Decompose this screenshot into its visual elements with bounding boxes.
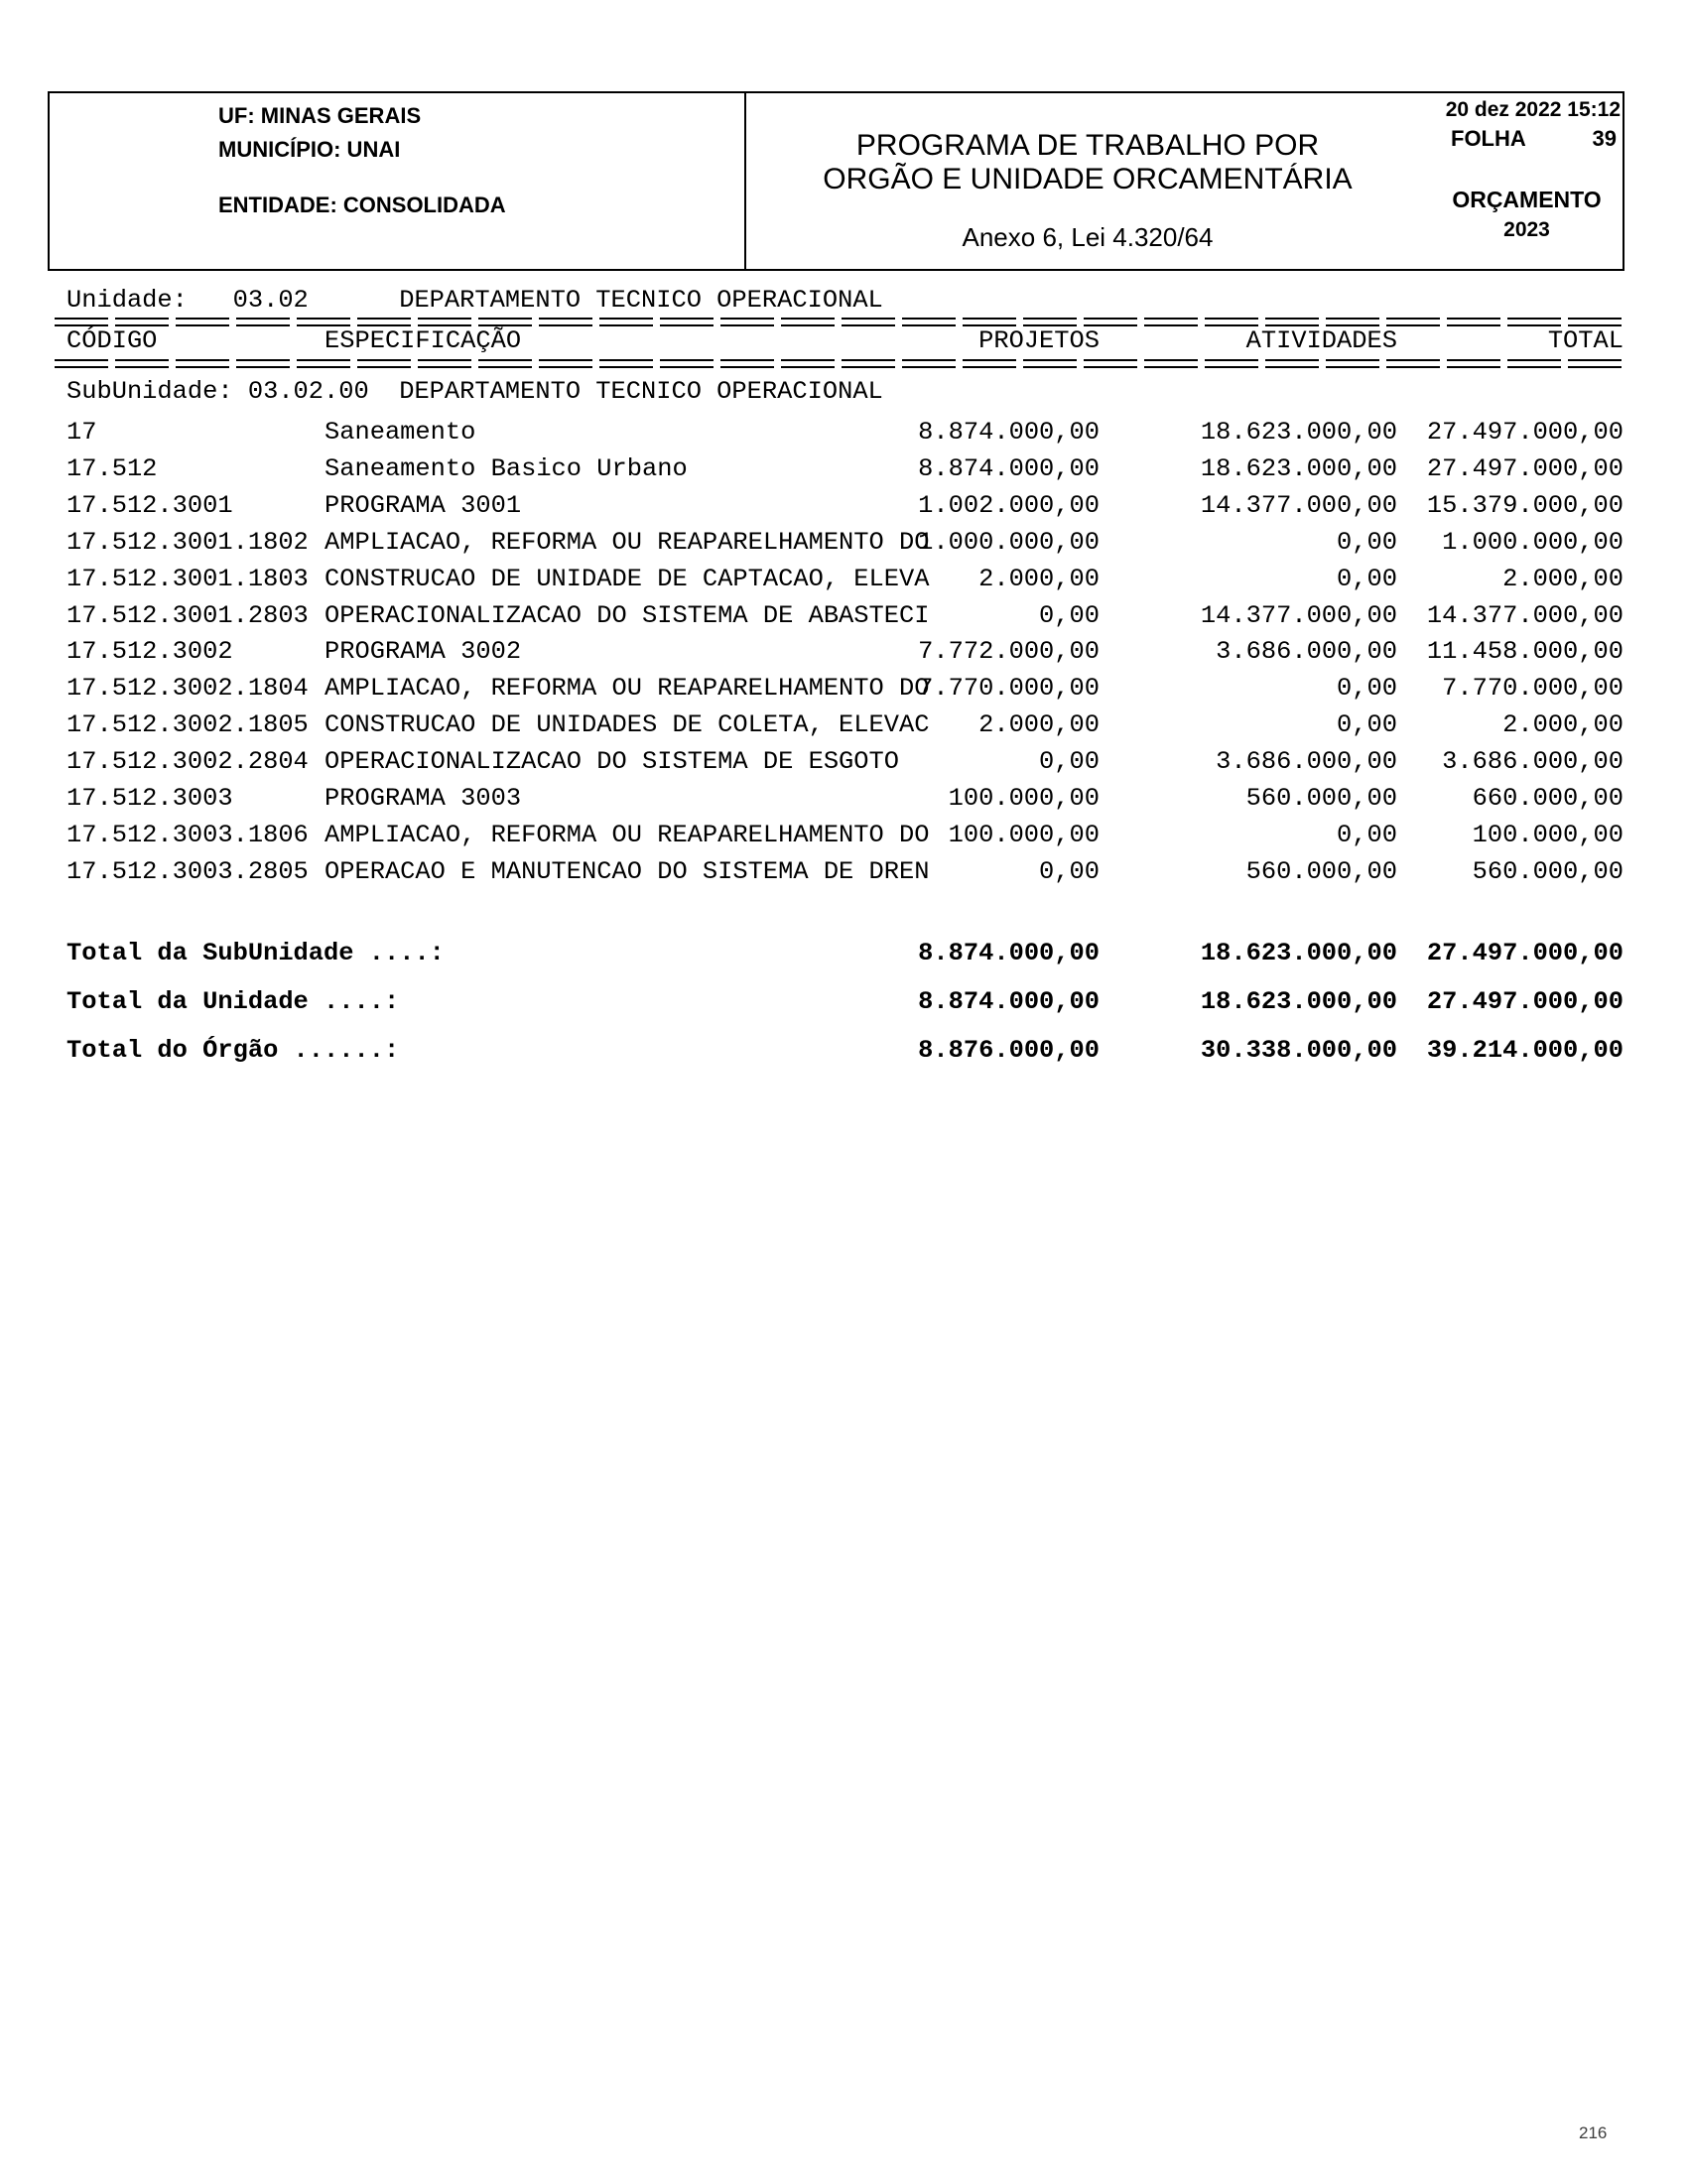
- row-codigo: 17.512.3001.1802: [66, 528, 309, 557]
- rule-top: [55, 318, 1624, 326]
- row-atividades-value: 3.686.000,00: [1216, 637, 1397, 666]
- table-row: [0, 456, 1688, 483]
- header-box: [48, 91, 1624, 271]
- table-row: [0, 859, 1688, 886]
- folha-line: [1451, 126, 1617, 152]
- column-header-row: [0, 328, 1688, 355]
- row-especificacao: PROGRAMA 3003: [325, 784, 522, 813]
- table-row: [0, 493, 1688, 520]
- report-subtitle: Anexo 6, Lei 4.320/64: [962, 222, 1214, 252]
- row-projetos-value: 0,00: [1039, 601, 1100, 630]
- table-row: [0, 420, 1688, 447]
- row-especificacao: AMPLIACAO, REFORMA OU REAPARELHAMENTO DO: [325, 821, 930, 849]
- row-codigo: 17.512.3003.2805: [66, 857, 309, 886]
- row-especificacao: PROGRAMA 3002: [325, 637, 522, 666]
- row-total-value: 14.377.000,00: [1426, 601, 1623, 630]
- row-codigo: 17.512.3003: [66, 784, 233, 813]
- row-atividades-value: 0,00: [1337, 710, 1397, 739]
- folha-label: FOLHA: [1451, 126, 1526, 151]
- table-row: [0, 823, 1688, 849]
- row-total-value: 1.000.000,00: [1442, 528, 1623, 557]
- col-header-especificacao: ESPECIFICAÇÃO: [325, 326, 522, 355]
- total-unidade-row: [0, 989, 1688, 1016]
- total-total-value: 27.497.000,00: [1426, 939, 1623, 967]
- report-title-line2: ORGÃO E UNIDADE ORCAMENTÁRIA: [823, 163, 1353, 195]
- row-atividades-value: 0,00: [1337, 565, 1397, 593]
- total-subunidade-row: [0, 941, 1688, 967]
- row-projetos-value: 0,00: [1039, 857, 1100, 886]
- row-atividades-value: 3.686.000,00: [1216, 747, 1397, 776]
- row-atividades-value: 0,00: [1337, 674, 1397, 703]
- table-row: [0, 676, 1688, 703]
- row-total-value: 2.000,00: [1502, 710, 1623, 739]
- row-projetos-value: 8.874.000,00: [918, 454, 1100, 483]
- total-total-value: 39.214.000,00: [1426, 1036, 1623, 1065]
- total-orgao-row: [0, 1038, 1688, 1065]
- row-especificacao: CONSTRUCAO DE UNIDADE DE CAPTACAO, ELEVA: [325, 565, 930, 593]
- row-especificacao: AMPLIACAO, REFORMA OU REAPARELHAMENTO DO: [325, 674, 930, 703]
- row-projetos-value: 1.002.000,00: [918, 491, 1100, 520]
- row-codigo: 17.512.3001: [66, 491, 233, 520]
- row-projetos-value: 2.000,00: [978, 565, 1100, 593]
- total-total-value: 27.497.000,00: [1426, 987, 1623, 1016]
- row-total-value: 2.000,00: [1502, 565, 1623, 593]
- row-total-value: 7.770.000,00: [1442, 674, 1623, 703]
- total-label: Total do Órgão ......:: [66, 1036, 400, 1065]
- row-codigo: 17.512.3001.1803: [66, 565, 309, 593]
- row-projetos-value: 7.772.000,00: [918, 637, 1100, 666]
- header-uf: UF: MINAS GERAIS: [218, 103, 422, 128]
- row-total-value: 27.497.000,00: [1426, 454, 1623, 483]
- row-codigo: 17.512.3002.1804: [66, 674, 309, 703]
- table-row: [0, 639, 1688, 666]
- folha-value: 39: [1592, 126, 1617, 151]
- row-projetos-value: 0,00: [1039, 747, 1100, 776]
- row-especificacao: Saneamento Basico Urbano: [325, 454, 688, 483]
- total-label: Total da Unidade ....:: [66, 987, 400, 1016]
- row-codigo: 17.512.3001.2803: [66, 601, 309, 630]
- row-codigo: 17.512.3003.1806: [66, 821, 309, 849]
- row-especificacao: AMPLIACAO, REFORMA OU REAPARELHAMENTO DO: [325, 528, 930, 557]
- row-codigo: 17.512.3002.2804: [66, 747, 309, 776]
- row-total-value: 660.000,00: [1472, 784, 1623, 813]
- table-row: [0, 749, 1688, 776]
- unidade-text: Unidade: 03.02 DEPARTAMENTO TECNICO OPERACIONAL: [66, 286, 883, 315]
- row-total-value: 11.458.000,00: [1426, 637, 1623, 666]
- row-atividades-value: 0,00: [1337, 528, 1397, 557]
- row-especificacao: Saneamento: [325, 418, 476, 447]
- header-right-block: [1431, 93, 1623, 269]
- print-datetime: 20 dez 2022 15:12: [1445, 98, 1621, 121]
- table-row: [0, 712, 1688, 739]
- subunidade-line: [0, 379, 1688, 406]
- row-especificacao: OPERACAO E MANUTENCAO DO SISTEMA DE DREN: [325, 857, 930, 886]
- subunidade-text: SubUnidade: 03.02.00 DEPARTAMENTO TECNICO OPERACIONAL: [66, 377, 883, 406]
- table-row: [0, 603, 1688, 630]
- row-atividades-value: 560.000,00: [1245, 857, 1397, 886]
- report-title: [746, 129, 1429, 196]
- total-atividades-value: 30.338.000,00: [1200, 1036, 1397, 1065]
- header-entidade: ENTIDADE: CONSOLIDADA: [218, 193, 506, 217]
- report-title-line1: PROGRAMA DE TRABALHO POR: [855, 129, 1320, 162]
- row-total-value: 27.497.000,00: [1426, 418, 1623, 447]
- row-atividades-value: 18.623.000,00: [1200, 418, 1397, 447]
- row-projetos-value: 100.000,00: [948, 821, 1100, 849]
- row-especificacao: OPERACIONALIZACAO DO SISTEMA DE ESGOTO: [325, 747, 900, 776]
- row-total-value: 3.686.000,00: [1442, 747, 1623, 776]
- col-header-projetos: PROJETOS: [978, 326, 1100, 355]
- row-atividades-value: 560.000,00: [1245, 784, 1397, 813]
- row-total-value: 15.379.000,00: [1426, 491, 1623, 520]
- row-codigo: 17.512.3002: [66, 637, 233, 666]
- rule-bottom: [55, 359, 1624, 368]
- row-atividades-value: 0,00: [1337, 821, 1397, 849]
- table-row: [0, 567, 1688, 593]
- total-projetos-value: 8.876.000,00: [918, 1036, 1100, 1065]
- row-codigo: 17.512: [66, 454, 158, 483]
- total-projetos-value: 8.874.000,00: [918, 987, 1100, 1016]
- row-projetos-value: 1.000.000,00: [918, 528, 1100, 557]
- row-atividades-value: 14.377.000,00: [1200, 601, 1397, 630]
- row-projetos-value: 2.000,00: [978, 710, 1100, 739]
- col-header-total: TOTAL: [1547, 326, 1623, 355]
- orcamento-year: 2023: [1503, 218, 1550, 241]
- row-total-value: 560.000,00: [1472, 857, 1623, 886]
- row-codigo: 17.512.3002.1805: [66, 710, 309, 739]
- total-label: Total da SubUnidade ....:: [66, 939, 445, 967]
- row-projetos-value: 8.874.000,00: [918, 418, 1100, 447]
- orcamento-label: ORÇAMENTO: [1452, 187, 1602, 212]
- table-row: [0, 530, 1688, 557]
- header-municipio: MUNICÍPIO: UNAI: [218, 137, 401, 162]
- row-projetos-value: 7.770.000,00: [918, 674, 1100, 703]
- col-header-atividades: ATIVIDADES: [1245, 326, 1397, 355]
- total-atividades-value: 18.623.000,00: [1200, 987, 1397, 1016]
- row-especificacao: PROGRAMA 3001: [325, 491, 522, 520]
- col-header-codigo: CÓDIGO: [66, 326, 158, 355]
- total-projetos-value: 8.874.000,00: [918, 939, 1100, 967]
- row-atividades-value: 18.623.000,00: [1200, 454, 1397, 483]
- page-number: 216: [1579, 2123, 1608, 2142]
- row-especificacao: OPERACIONALIZACAO DO SISTEMA DE ABASTECI: [325, 601, 930, 630]
- total-atividades-value: 18.623.000,00: [1200, 939, 1397, 967]
- row-codigo: 17: [66, 418, 97, 447]
- row-projetos-value: 100.000,00: [948, 784, 1100, 813]
- row-atividades-value: 14.377.000,00: [1200, 491, 1397, 520]
- table-row: [0, 786, 1688, 813]
- unidade-line: [0, 288, 1688, 315]
- row-especificacao: CONSTRUCAO DE UNIDADES DE COLETA, ELEVAC: [325, 710, 930, 739]
- row-total-value: 100.000,00: [1472, 821, 1623, 849]
